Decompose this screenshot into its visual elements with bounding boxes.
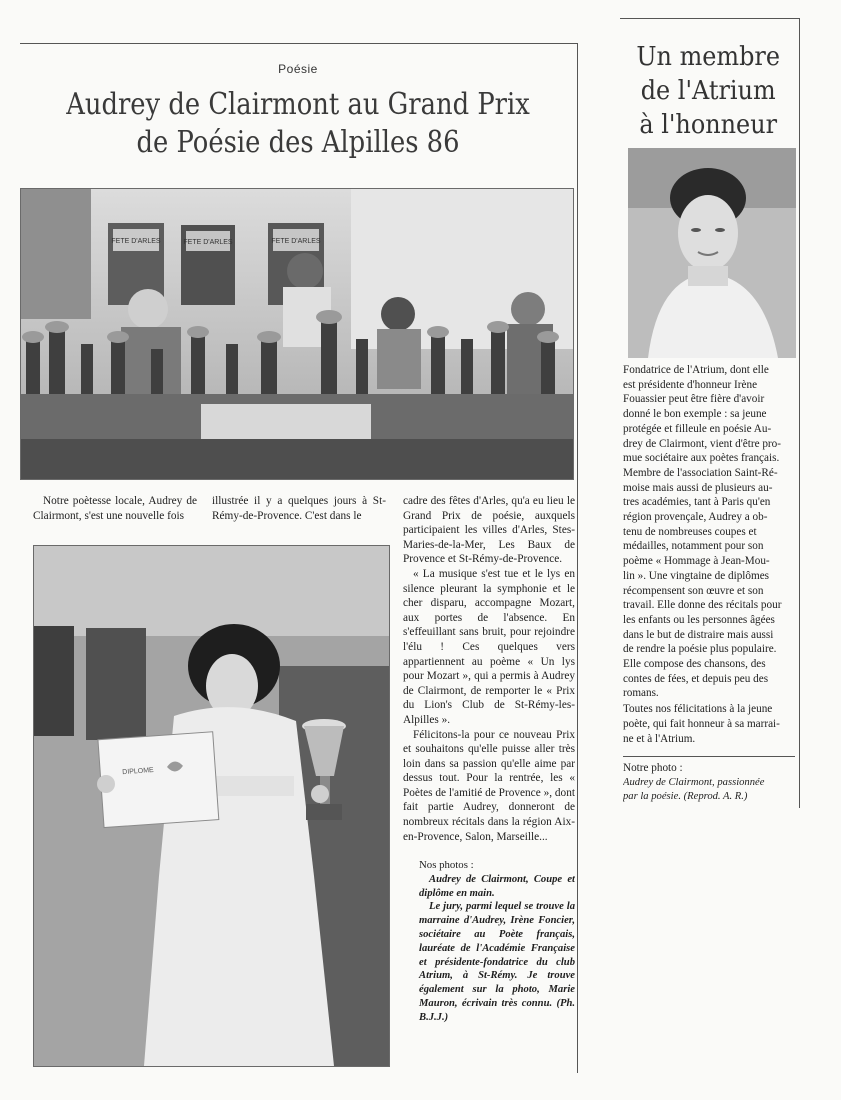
side-line: Toutes nos félicitations à la jeune bbox=[623, 703, 773, 716]
article-rubric: Poésie bbox=[278, 62, 318, 76]
side-caption-rule bbox=[623, 756, 795, 757]
article-col-3 bbox=[403, 494, 575, 1072]
headline-line-1: Audrey de Clairmont au Grand Prix bbox=[66, 87, 530, 122]
caption-2: Le jury, parmi lequel se trouve la marraine d'Audrey, Irène Foncier, sociétaire au Poète français, lauréate de l'Académie Française et présidente-fondatrice du club Atrium, à St-Rémy. Je trouve également sur la photo, Marie Mauron, écrivain très connu. (Ph. B.J.J.) bbox=[419, 901, 575, 1023]
side-headline-line-2: de l'Atrium bbox=[640, 76, 776, 106]
side-line: travail. Elle donne des récitals pour bbox=[623, 599, 782, 612]
caption-1: Audrey de Clairmont, Coupe et diplôme en main. bbox=[419, 873, 575, 899]
side-caption-label: Notre photo : bbox=[623, 762, 683, 775]
side-line: récompensent son œuvre et son bbox=[623, 584, 764, 597]
side-headline-line-1: Un membre bbox=[636, 42, 780, 72]
col-3-paragraph-3: Félicitons-la pour ce nouveau Prix et souhaitons qu'elle puisse aller très loin dans sa passion qu'elle aime par dessus tout. Pour la rentrée, les « Poètes de l'amitié de Provence », dont fait partie Audrey, donneront de nombreux récitals dans la région Aix-en-Provence, Salon, Marseille... bbox=[403, 728, 575, 843]
side-line: moise mais aussi de plusieurs au- bbox=[623, 481, 773, 494]
side-line: Fouassier peut être fière d'avoir bbox=[623, 393, 765, 406]
side-line: région provençale, Audrey a ob- bbox=[623, 511, 768, 524]
side-line: romans. bbox=[623, 687, 659, 700]
side-line: tenu de nombreuses coupes et bbox=[623, 525, 757, 538]
captions-label: Nos photos : bbox=[419, 859, 474, 872]
article-col-2 bbox=[212, 494, 386, 523]
side-line: Membre de l'association Saint-Ré- bbox=[623, 466, 778, 479]
side-line: poème « Hommage à Jean-Mou- bbox=[623, 555, 770, 568]
side-line: les enfants ou les personnes âgées bbox=[623, 613, 775, 626]
col-3-paragraph-2: « La musique s'est tue et le lys en silence pleurant la symphonie et le cher disparu, accompagne Mozart, aux portes de l'absence. En s'effeuillant sans bruit, pour rejoindre l'élu ! Ces quelques vers appartiennent au poème « Un lys pour Mozart », qui a permis à Audrey de Clairmont, de remporter le « Prix du Lion's Club de St-Rémy-les-Alpilles ». bbox=[403, 567, 575, 726]
side-portrait-photo bbox=[628, 148, 796, 358]
side-line: drey de Clairmont, vient d'être pro- bbox=[623, 437, 781, 450]
side-line: mue sociétaire aux poètes français. bbox=[623, 452, 780, 465]
poster-2-text: FETE D'ARLES bbox=[183, 239, 233, 246]
jury-photo bbox=[20, 188, 574, 480]
side-caption-line-2: par la poésie. (Reprod. A. R.) bbox=[623, 790, 748, 802]
article-col-1 bbox=[33, 494, 197, 523]
side-line: dans le but de distraire mais aussi bbox=[623, 628, 774, 641]
col-1-text: Notre poètesse locale, Audrey de Clairmont, s'est une nouvelle fois bbox=[33, 495, 197, 522]
side-line: poète, qui fait honneur à sa marrai- bbox=[623, 717, 780, 730]
diploma-text: DIPLOME bbox=[122, 766, 154, 777]
side-frame-top-rule bbox=[620, 18, 800, 19]
article-headline bbox=[59, 86, 537, 162]
side-body bbox=[623, 363, 795, 804]
side-frame-right-rule bbox=[799, 18, 800, 808]
side-line: est présidente d'honneur Irène bbox=[623, 378, 758, 391]
jury-photo-image bbox=[21, 189, 573, 479]
audrey-photo bbox=[33, 545, 390, 1067]
frame-right-rule bbox=[577, 43, 578, 1073]
side-line: contes de fées, et depuis peu des bbox=[623, 672, 769, 685]
side-line: protégée et filleule en poésie Au- bbox=[623, 422, 772, 435]
side-portrait-image bbox=[628, 148, 796, 358]
audrey-photo-image bbox=[34, 546, 389, 1066]
side-line: donné le bon exemple : sa jeune bbox=[623, 408, 767, 421]
side-line: ne et à l'Atrium. bbox=[623, 732, 696, 745]
side-headline bbox=[630, 40, 786, 142]
side-headline-line-3: à l'honneur bbox=[639, 110, 778, 140]
side-line: Fondatrice de l'Atrium, dont elle bbox=[623, 364, 769, 376]
poster-1-text: FETE D'ARLES bbox=[111, 238, 161, 245]
side-line: de rendre la poésie plus populaire. bbox=[623, 643, 777, 656]
side-line: Elle compose des chansons, des bbox=[623, 658, 766, 671]
col-3-paragraph-1: cadre des fêtes d'Arles, qu'a eu lieu le Grand Prix de poésie, auxquels participaient les villes d'Arles, Stes-Maries-de-la-Mer, Les Baux de Provence et St-Rémy-de-Provence. bbox=[403, 495, 575, 566]
col-2-text: illustrée il y a quelques jours à St-Rémy-de-Provence. C'est dans le bbox=[212, 495, 386, 522]
side-line: lin ». Une vingtaine de diplômes bbox=[623, 569, 770, 582]
frame-top-rule bbox=[20, 43, 578, 44]
poster-3-text: FETE D'ARLES bbox=[271, 238, 321, 245]
captions-block bbox=[403, 858, 575, 1024]
side-line: tres académies, tant à Paris qu'en bbox=[623, 496, 771, 509]
headline-line-2: de Poésie des Alpilles 86 bbox=[136, 125, 460, 160]
side-caption-line-1: Audrey de Clairmont, passionnée bbox=[623, 776, 765, 788]
side-line: médailles, notamment pour son bbox=[623, 540, 764, 553]
